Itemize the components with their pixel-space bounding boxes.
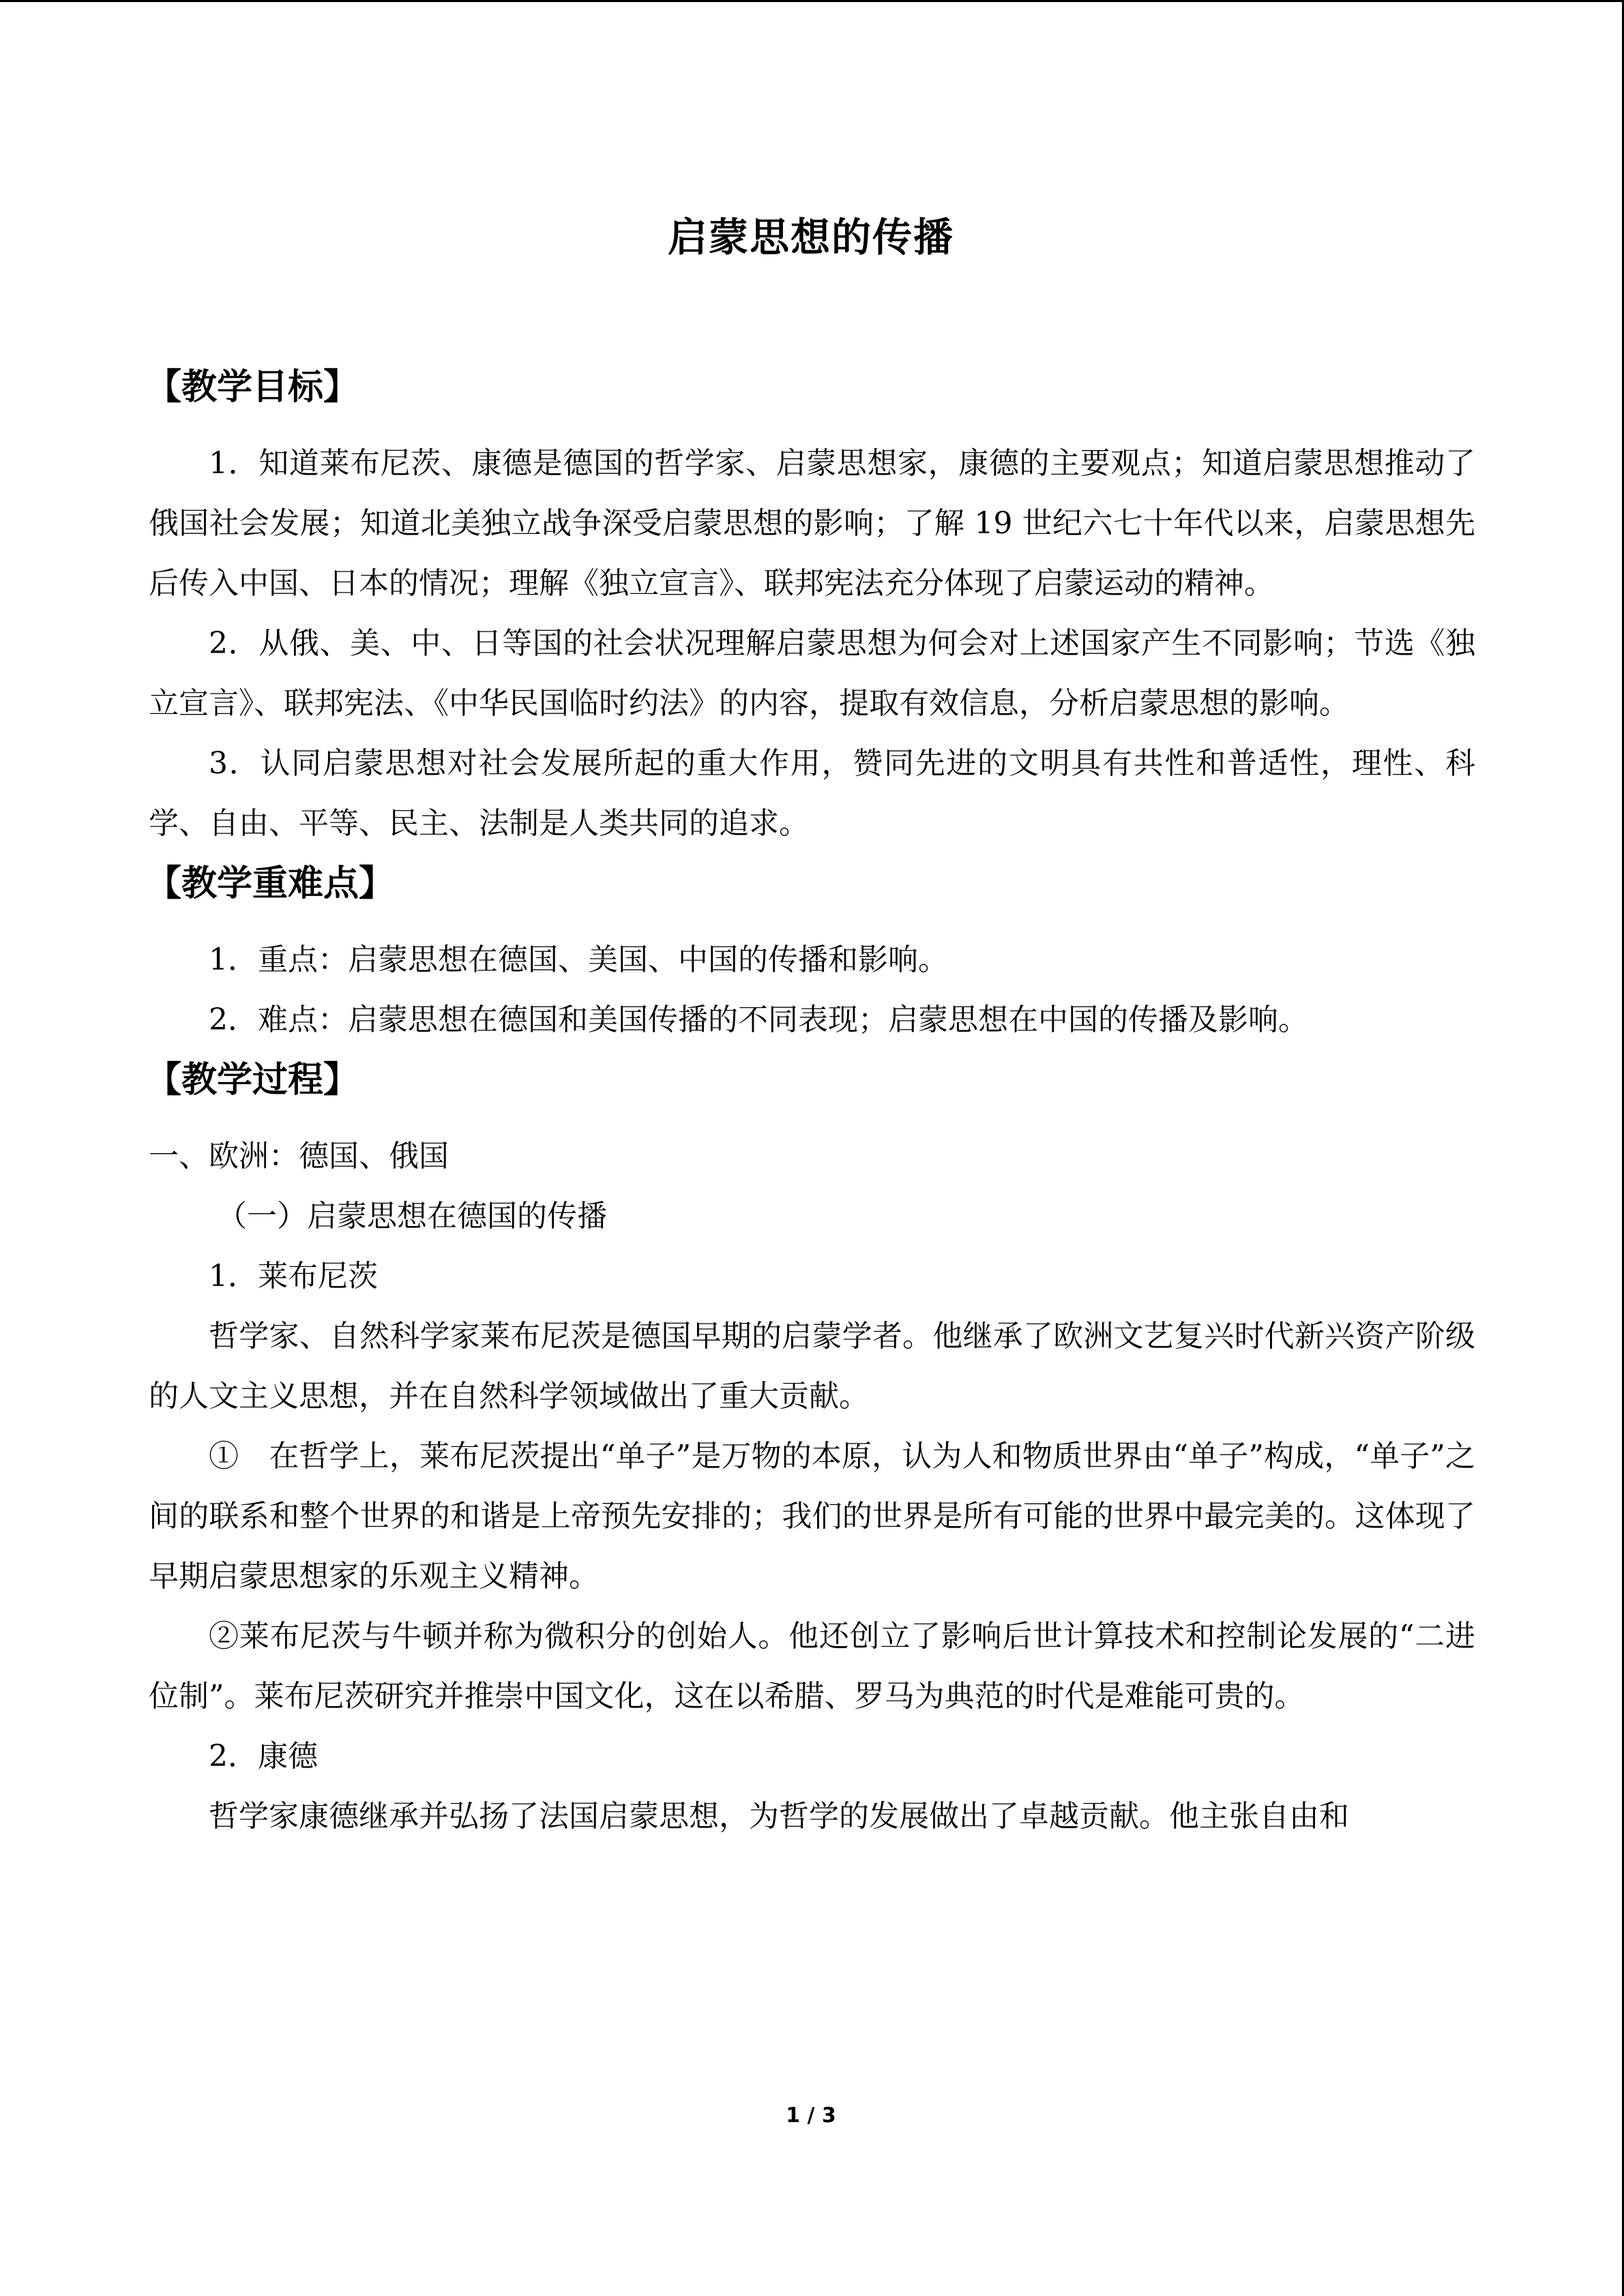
- leibniz-intro: 哲学家、自然科学家莱布尼茨是德国早期的启蒙学者。他继承了欧洲文艺复兴时代新兴资产阶级的人文主义思想，并在自然科学领域做出了重大贡献。: [149, 1319, 1475, 1414]
- key-point-1: 1．重点：启蒙思想在德国、美国、中国的传播和影响。: [209, 942, 948, 977]
- page-title: 启蒙思想的传播: [667, 214, 954, 260]
- section-heading-goals: 【教学目标】: [146, 367, 359, 408]
- leibniz-point-1: ① 在哲学上，莱布尼茨提出“单子”是万物的本原，认为人和物质世界由“单子”构成，“单子”之间的联系和整个世界的和谐是上帝预先安排的；我们的世界是所有可能的世界中最完美的。这体现了早期启蒙思想家的乐观主义精神。: [149, 1439, 1475, 1594]
- document-body: [146, 360, 1475, 1847]
- process-part-1: 一、欧洲：德国、俄国: [149, 1139, 449, 1174]
- kant-title: 2．康德: [209, 1739, 318, 1774]
- kant-intro: 哲学家康德继承并弘扬了法国启蒙思想，为哲学的发展做出了卓越贡献。他主张自由和: [209, 1799, 1349, 1834]
- goal-item-1: 1．知道莱布尼茨、康德是德国的哲学家、启蒙思想家，康德的主要观点；知道启蒙思想推动了俄国社会发展；知道北美独立战争深受启蒙思想的影响；了解 19 世纪六七十年代以来，启蒙思想先后传入中国、日本的情况；理解《独立宣言》、联邦宪法充分体现了启蒙运动的精神。: [149, 446, 1475, 601]
- leibniz-point-2: ②莱布尼茨与牛顿并称为微积分的创始人。他还创立了影响后世计算技术和控制论发展的“二进位制”。莱布尼茨研究并推崇中国文化，这在以希腊、罗马为典范的时代是难能可贵的。: [149, 1619, 1475, 1714]
- goal-item-2: 2．从俄、美、中、日等国的社会状况理解启蒙思想为何会对上述国家产生不同影响；节选《独立宣言》、联邦宪法、《中华民国临时约法》的内容，提取有效信息，分析启蒙思想的影响。: [149, 626, 1475, 721]
- page-number: 1 / 3: [786, 2104, 836, 2128]
- goal-item-3: 3．认同启蒙思想对社会发展所起的重大作用，赞同先进的文明具有共性和普适性，理性、科学、自由、平等、民主、法制是人类共同的追求。: [149, 746, 1475, 841]
- leibniz-title: 1．莱布尼茨: [209, 1259, 378, 1294]
- process-subsection-1: （一）启蒙思想在德国的传播: [217, 1199, 607, 1234]
- section-heading-process: 【教学过程】: [146, 1060, 359, 1101]
- key-point-2: 2．难点：启蒙思想在德国和美国传播的不同表现；启蒙思想在中国的传播及影响。: [209, 1002, 1308, 1037]
- section-heading-key-points: 【教学重难点】: [146, 863, 395, 904]
